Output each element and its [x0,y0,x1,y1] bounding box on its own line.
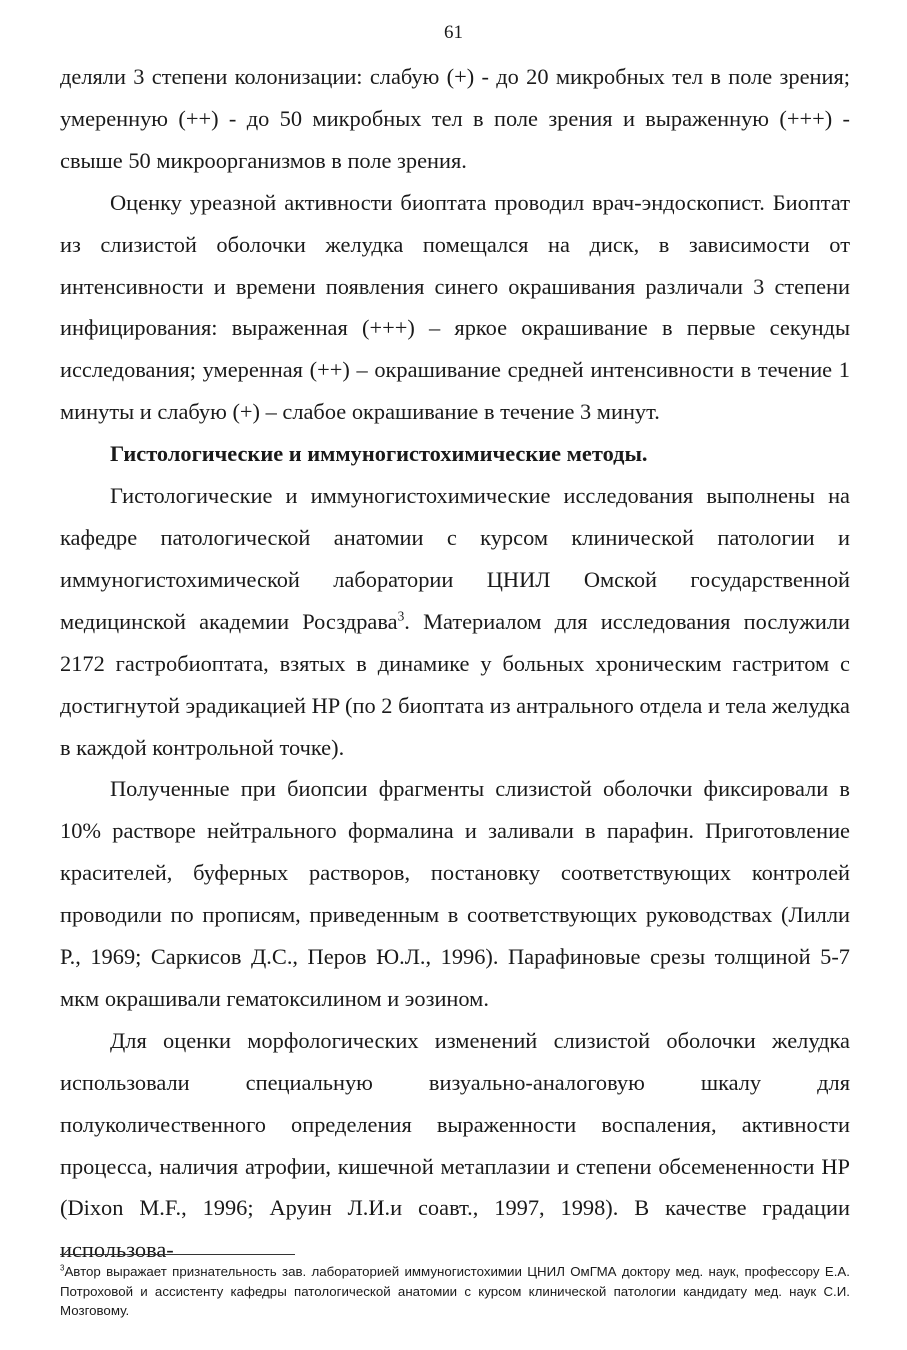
paragraph-histology-text-continued: . Материалом для исследования послужили 2172 гастробиоптата, взятых в динамике у больных хроническим гастритом с достигнутой эрадикацией HP (по 2 биоптата из антрального отдела и тела желудка в каждой контрольной точке). [60,608,850,760]
footnote-divider [60,1254,295,1255]
main-text [60,56,850,1271]
paragraph-histology-methods [60,475,850,768]
paragraph-urease-activity: Оценку уреазной активности биоптата проводил врач-эндоскопист. Биоптат из слизистой оболочки желудка помещался на диск, в зависимости от интенсивности и времени появления синего окрашивания различали 3 степени инфицирования: выраженная (+++) – яркое окрашивание в первые секунды исследования; умеренная (++) – окрашивание средней интенсивности в течение 1 минуты и слабую (+) – слабое окрашивание в течение 3 минут. [60,189,850,425]
paragraph-histology-text: Гистологические и иммуногистохимические исследования выполнены на кафедре патологической анатомии с курсом клинической патологии и иммуногистохимической лаборатории ЦНИЛ Омской государственной медицинской академии Росздрава [60,483,850,634]
footnote [60,1262,850,1321]
footnote-reference: 3 [397,608,405,624]
page-number: 61 [444,22,463,43]
paragraph-biopsy-fixation: Полученные при биопсии фрагменты слизистой оболочки фиксировали в 10% растворе нейтрального формалина и заливали в парафин. Приготовление красителей, буферных растворов, постановку соответствующих контролей проводили по прописям, приведенным в соответствующих руководствах (Лилли Р., 1969; Саркисов Д.С., Перов Ю.Л., 1996). Парафиновые срезы толщиной 5-7 мкм окрашивали гематоксилином и эозином. [60,776,850,1011]
footnote-marker: 3 [60,1263,65,1273]
paragraph-morphological-assessment: Для оценки морфологических изменений слизистой оболочки желудка использовали специальную визуально-аналоговую шкалу для полуколичественного определения выраженности воспаления, активности процесса, наличия атрофии, кишечной метаплазии и степени обсемененности HP (Dixon M.F., 1996; Аруин Л.И.и соавт., 1997, 1998). В качестве градации использова- [60,1027,850,1263]
footnote-text: Автор выражает признательность зав. лабораторией иммуногистохимии ЦНИЛ ОмГМА доктору мед. наук, профессору Е.А. Потроховой и ассистенту кафедры патологической анатомии с курсом клинической патологии кандидату мед. наук С.И. Мозговому. [60,1264,850,1318]
paragraph-colonization-degrees: деляли 3 степени колонизации: слабую (+) - до 20 микробных тел в поле зрения; умеренную (++) - до 50 микробных тел в поле зрения и выраженную (+++) - свыше 50 микроорганизмов в поле зрения. [60,64,850,173]
section-heading: Гистологические и иммуногистохимические методы. [110,441,648,467]
